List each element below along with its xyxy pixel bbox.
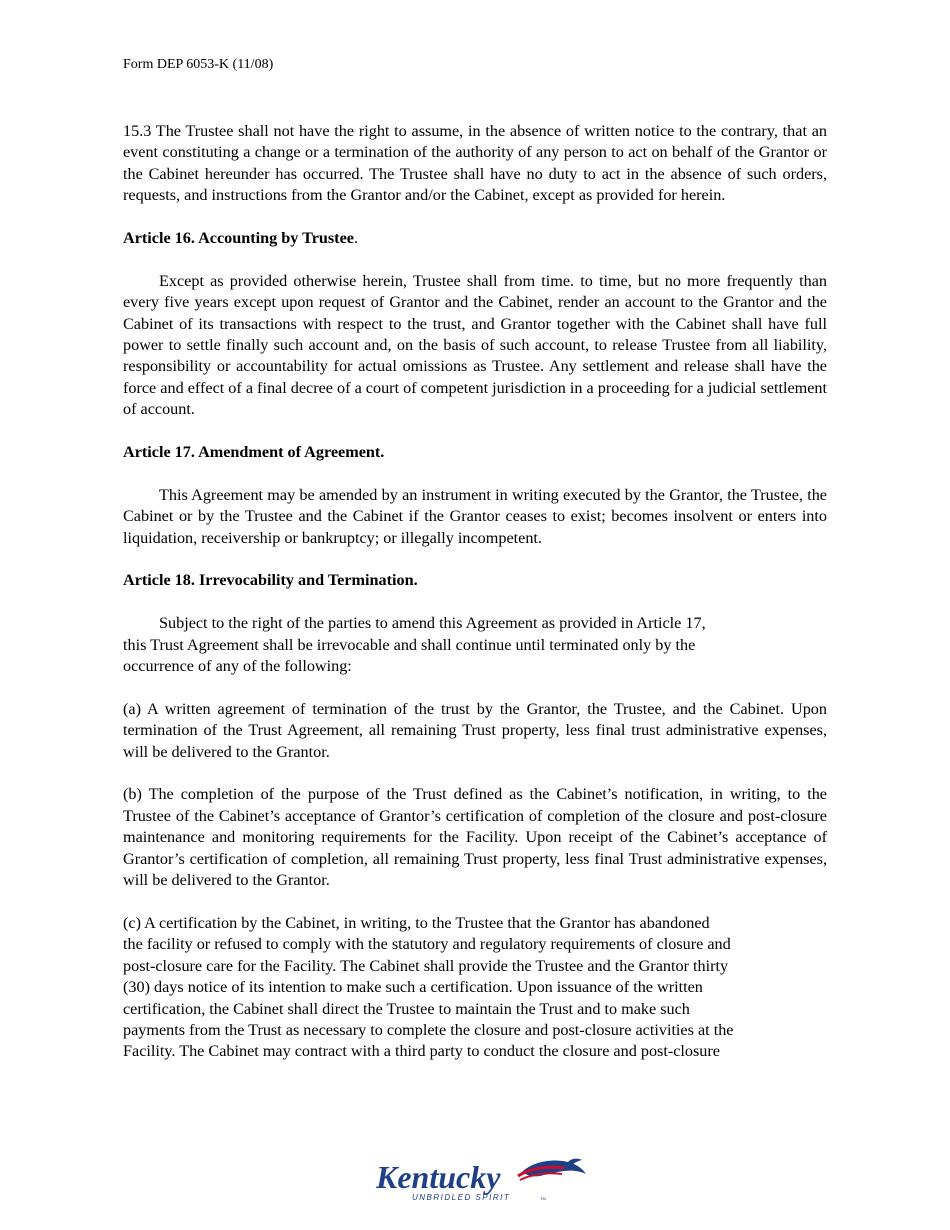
article-16-heading <box>123 228 827 249</box>
article-18-line: this Trust Agreement shall be irrevocable and shall continue until terminated only by the <box>123 635 696 654</box>
item-a: (a) A written agreement of termination of the trust by the Grantor, the Trustee, and the Cabinet. Upon termination of the Trust Agreement, all remaining Trust property, less final trust administrative expenses, will be delivered to the Grantor. <box>123 699 827 761</box>
item-c-line: certification, the Cabinet shall direct the Trustee to maintain the Trust and to make such <box>123 999 690 1018</box>
form-identifier: Form DEP 6053-K (11/08) <box>123 57 274 72</box>
item-c-line: Facility. The Cabinet may contract with a third party to conduct the closure and post-closure <box>123 1042 720 1061</box>
article-16-text: Except as provided otherwise herein, Trustee shall from time. to time, but no more frequently than every five years except upon request of Grantor and the Cabinet, render an account to the Grantor and the Cabinet of its transactions with respect to the trust, and Grantor together with the Cabinet shall have full power to settle finally such account and, on the basis of such account, to release Trustee from all liability, responsibility or accountability for actual omissions as Trustee. Any settlement and release shall have the force and effect of a final decree of a court of competent jurisdiction in a proceeding for a judicial settlement of account. <box>123 271 827 419</box>
horse-head-icon <box>518 1159 586 1180</box>
item-c-line: payments from the Trust as necessary to complete the closure and post-closure activities at the <box>123 1020 734 1039</box>
item-b: (b) The completion of the purpose of the Trust defined as the Cabinet’s notification, in writing, to the Trustee of the Cabinet’s acceptance of Grantor’s certification of completion of the closure and post-closure maintenance and monitoring requirements for the Facility. Upon receipt of the Cabinet’s acceptance of Grantor’s certification of completion, all remaining Trust property, less final Trust administrative expenses, will be delivered to the Grantor. <box>123 785 827 890</box>
item-c <box>123 913 827 1063</box>
logo-tagline: UNBRIDLED SPIRIT <box>412 1193 511 1202</box>
article-17-heading: Article 17. Amendment of Agreement. <box>123 443 385 462</box>
article-16-heading-period: . <box>353 229 358 248</box>
logo-wordmark: Kentucky <box>376 1159 501 1195</box>
article-18-heading: Article 18. Irrevocability and Termination. <box>123 571 418 590</box>
article-16-heading-text: Article 16. Accounting by Trustee <box>123 229 354 248</box>
kentucky-logo <box>372 1156 592 1204</box>
item-c-line: post-closure care for the Facility. The Cabinet shall provide the Trustee and the Grantor thirty <box>123 956 729 975</box>
item-c-line: the facility or refused to comply with the statutory and regulatory requirements of closure and <box>123 935 731 954</box>
item-c-line: (30) days notice of its intention to make such a certification. Upon issuance of the written <box>123 978 703 997</box>
logo-trademark: TM <box>540 1196 546 1201</box>
article-18-text <box>123 613 827 677</box>
article-18-line: occurrence of any of the following: <box>123 657 352 676</box>
article-17-text: This Agreement may be amended by an instrument in writing executed by the Grantor, the Trustee, the Cabinet or by the Trustee and the Cabinet if the Grantor ceases to exist; becomes insolvent or enters into liquidation, receivership or bankruptcy; or illegally incompetent. <box>123 485 827 547</box>
paragraph-15-3: 15.3 The Trustee shall not have the right to assume, in the absence of written notice to the contrary, that an event constituting a change or a termination of the authority of any person to act on behalf of the Grantor or the Cabinet hereunder has occurred. The Trustee shall have no duty to act in the absence of such orders, requests, and instructions from the Grantor and/or the Cabinet, except as provided for herein. <box>123 122 827 205</box>
article-18-line: Subject to the right of the parties to amend this Agreement as provided in Article 17, <box>159 614 706 633</box>
document-body <box>123 121 827 1084</box>
item-c-line: (c) A certification by the Cabinet, in writing, to the Trustee that the Grantor has abandoned <box>123 913 710 932</box>
